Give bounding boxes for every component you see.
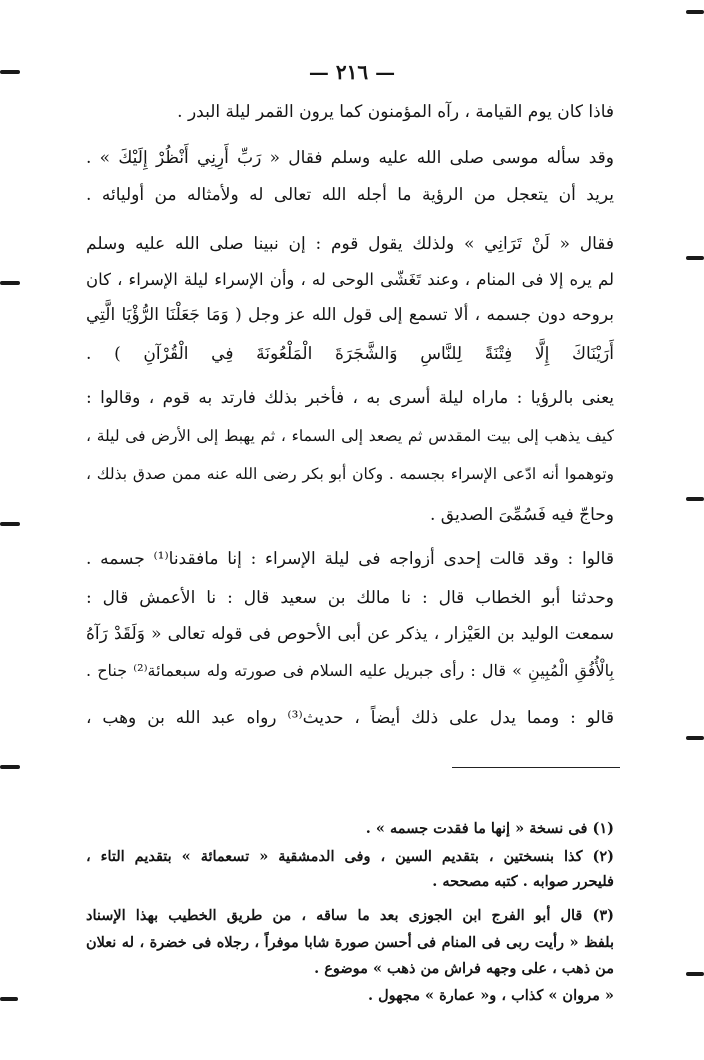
text-line: كيف يذهب إلى بيت المقدس ثم يصعد إلى السماء ، ثم يهبط إلى الأرض فى ليلة ، xyxy=(86,427,614,445)
text-line: فقال « لَنْ تَرَانِي » ولذلك يقول قوم : إن نبينا صلى الله عليه وسلم xyxy=(86,234,614,254)
margin-mark xyxy=(686,10,704,14)
margin-mark xyxy=(0,281,20,285)
text-line: بِالْأُفُقِ الْمُبِينِ » قال : رأى جبريل عليه السلام فى صورته وله سبعمائة⁽²⁾ جناح . xyxy=(86,661,614,680)
text-line: قالو : ومما يدل على ذلك أيضاً ، حديث⁽³⁾ رواه عبد الله بن وهب ، xyxy=(86,708,615,728)
footnote-line: بلفظ « رأيت ربى فى المنام فى أحسن صورة شابا موفراً ، رجلاه فى خضرة ، له نعلان xyxy=(86,934,614,951)
margin-mark xyxy=(0,522,20,526)
margin-mark xyxy=(686,736,704,740)
margin-mark xyxy=(0,997,18,1001)
text-line: سمعت الوليد بن العَيْزار ، يذكر عن أبى الأحوص فى قوله تعالى « وَلَقَدْ رَآهُ xyxy=(86,624,614,644)
footnote-line: « مروان » كذاب ، و« عمارة » مجهول . xyxy=(368,987,614,1004)
text-line: قالوا : وقد قالت إحدى أزواجه فى ليلة الإسراء : إنا مافقدنا⁽¹⁾ جسمه . xyxy=(86,549,614,569)
text-line: وحدثنا أبو الخطاب قال : نا مالك بن سعيد قال : نا الأعمش قال : xyxy=(86,588,614,608)
text-line: لم يره إلا فى المنام ، وعند تَغَشّى الوحى له ، وأن الإسراء ليلة الإسراء ، كان xyxy=(86,270,614,289)
text-line: بروحه دون جسمه ، ألا تسمع إلى قول الله عز وجل ( وَمَا جَعَلْنَا الرُّؤْيَا الَّتِي xyxy=(86,305,614,325)
footnote-separator xyxy=(452,767,620,768)
text-line: فاذا كان يوم القيامة ، رآه المؤمنون كما يرون القمر ليلة البدر . xyxy=(177,102,614,122)
text-line: يعنى بالرؤيا : ماراه ليلة أسرى به ، فأخبر بذلك فارتد به قوم ، وقالوا : xyxy=(86,388,614,408)
footnote-line: فليحرر صوابه . كتبه مصححه . xyxy=(432,873,614,890)
text-line: وحاجّ فيه فَسُمِّىَ الصديق . xyxy=(429,505,614,525)
margin-mark xyxy=(0,765,20,769)
page-number: — ٢١٦ — xyxy=(308,60,396,84)
margin-mark xyxy=(686,256,704,260)
margin-mark xyxy=(686,972,704,976)
text-line: أَرَيْنَاكَ إِلَّا فِتْنَةً لِلنَّاسِ وَالشَّجَرَةَ الْمَلْعُونَةَ فِي الْقُرْآنِ ) . xyxy=(86,344,614,364)
text-line: وتوهموا أنه ادّعى الإسراء بجسمه . وكان أبو بكر رضى الله عنه ممن صدق بذلك ، xyxy=(86,465,614,483)
footnote-line: من ذهب ، على وجهه فراش من ذهب » موضوع . xyxy=(314,960,614,977)
footnote-line: (٣) قال أبو الفرج ابن الجوزى بعد ما ساقه ، من طريق الخطيب بهذا الإسناد xyxy=(86,907,614,924)
footnote-line: (٢) كذا بنسختين ، بتقديم السين ، وفى الدمشقية « تسعمائة » بتقديم التاء ، xyxy=(86,848,614,865)
text-line: يريد أن يتعجل من الرؤية ما أجله الله تعالى له ولأمثاله من أوليائه . xyxy=(86,185,614,205)
footnote-line: (١) فى نسخة « إنها ما فقدت جسمه » . xyxy=(365,820,614,837)
margin-mark xyxy=(686,497,704,501)
text-line: وقد سأله موسى صلى الله عليه وسلم فقال « رَبِّ أَرِنِي أَنْظُرْ إِلَيْكَ » . xyxy=(86,148,614,168)
